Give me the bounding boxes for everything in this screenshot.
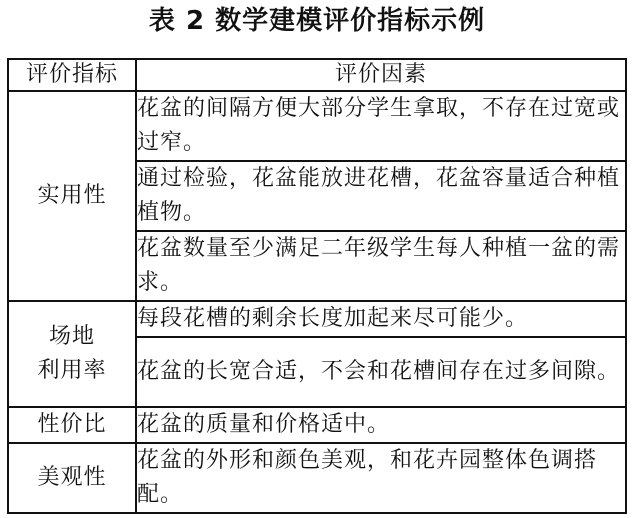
category-label: 美观性 bbox=[37, 465, 107, 490]
category-label: 利用率 bbox=[37, 358, 107, 383]
table-row bbox=[8, 407, 626, 443]
category-practicality bbox=[8, 91, 136, 301]
category-aesthetics bbox=[8, 443, 136, 513]
factor-cell: 花盆的长宽合适，不会和花槽间存在过多间隙。 bbox=[136, 337, 626, 407]
table-row bbox=[8, 301, 626, 337]
category-label: 实用性 bbox=[37, 183, 107, 208]
table-header-row bbox=[8, 59, 626, 91]
category-cost-performance bbox=[8, 407, 136, 443]
factor-cell: 花盆的质量和价格适中。 bbox=[136, 407, 626, 443]
factor-cell: 花盆的外形和颜色美观，和花卉园整体色调搭配。 bbox=[136, 443, 626, 513]
category-label: 性价比 bbox=[37, 412, 107, 437]
table-row bbox=[8, 443, 626, 513]
category-space-utilization bbox=[8, 301, 136, 407]
table-row bbox=[8, 91, 626, 161]
factor-cell: 通过检验，花盆能放进花槽，花盆容量适合种植植物。 bbox=[136, 161, 626, 231]
category-label: 场地 bbox=[48, 324, 95, 349]
header-factors: 评价因素 bbox=[136, 59, 626, 91]
factor-cell: 花盆的间隔方便大部分学生拿取，不存在过宽或过窄。 bbox=[136, 91, 626, 161]
evaluation-table bbox=[7, 58, 627, 514]
factor-cell: 花盆数量至少满足二年级学生每人种植一盆的需求。 bbox=[136, 231, 626, 301]
header-indicator: 评价指标 bbox=[8, 59, 136, 91]
factor-cell: 每段花槽的剩余长度加起来尽可能少。 bbox=[136, 301, 626, 337]
table-title: 表 2 数学建模评价指标示例 bbox=[148, 6, 486, 36]
